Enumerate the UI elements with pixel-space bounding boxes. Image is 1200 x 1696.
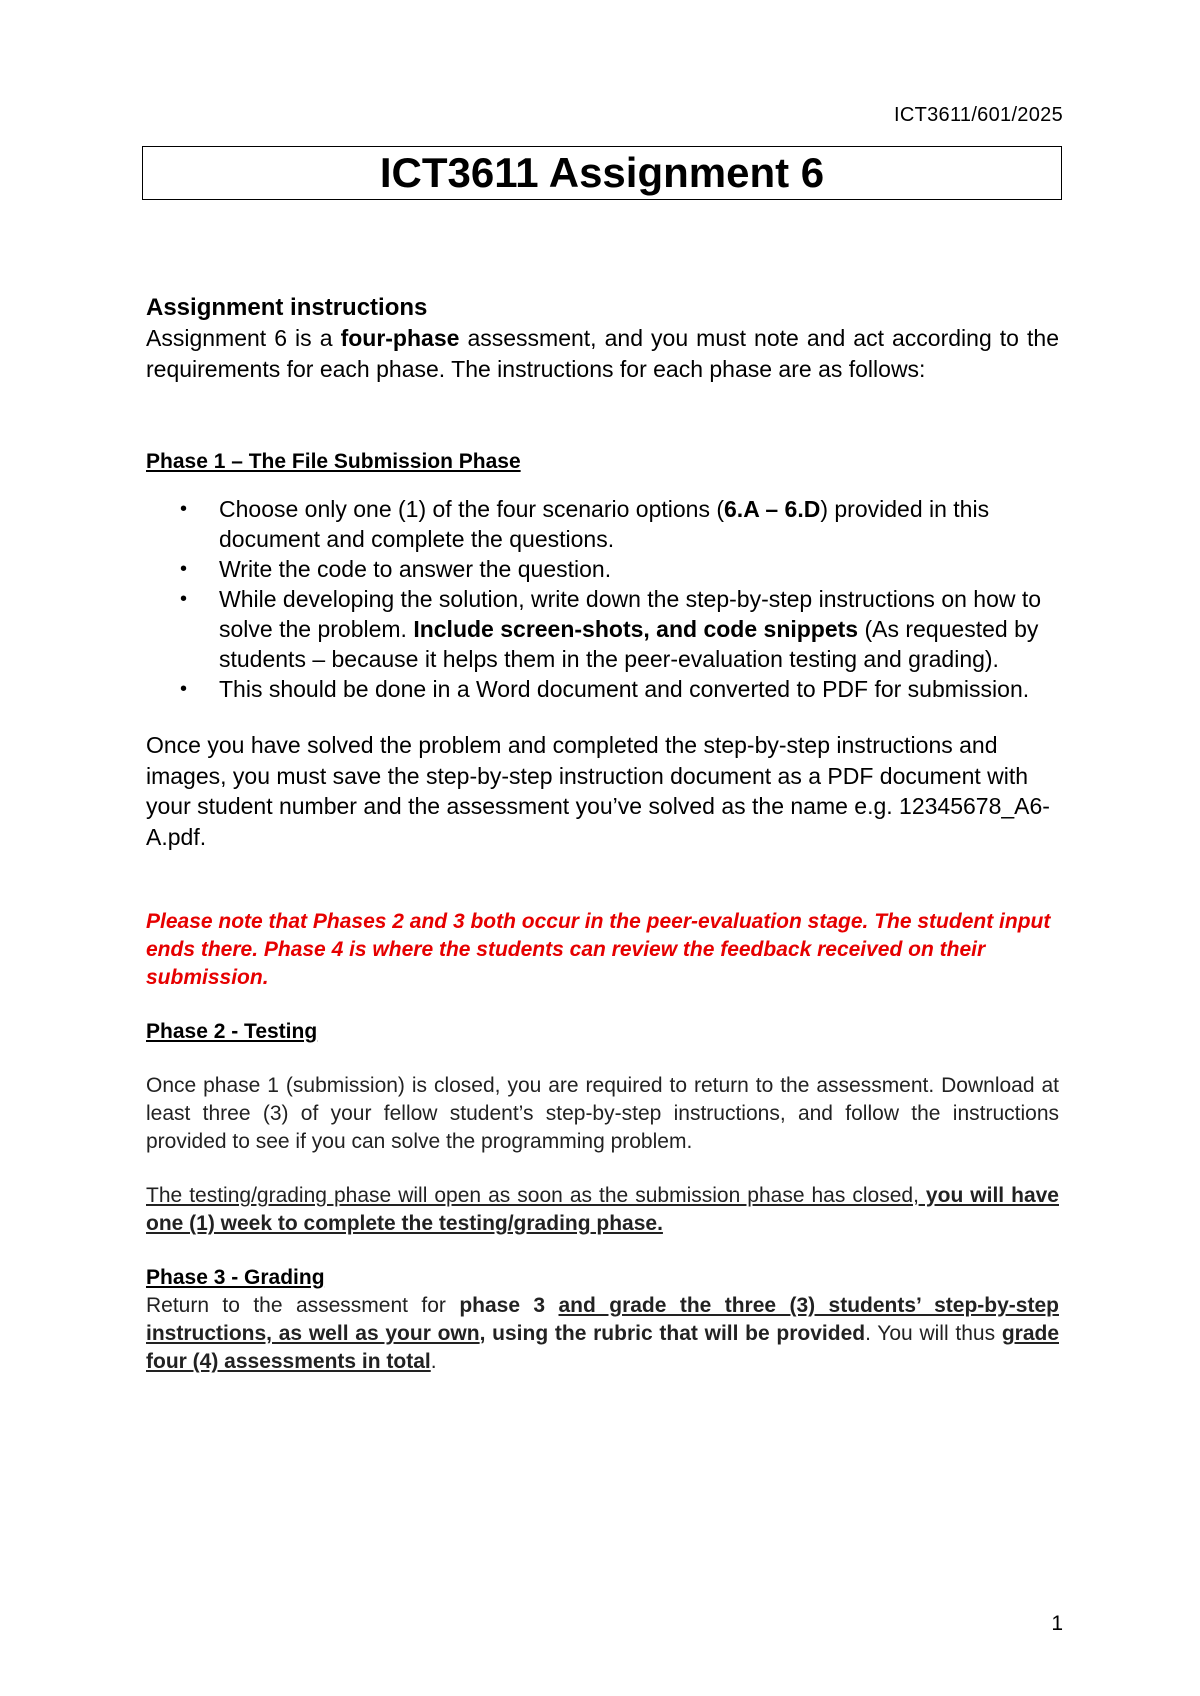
- phase2-title: Phase 2 - Testing: [146, 1020, 318, 1043]
- list-item: • Choose only one (1) of the four scenario options (6.A – 6.D) provided in this document and complete the questions.: [180, 496, 990, 552]
- document-body: [146, 293, 1059, 1376]
- list-item: • Write the code to answer the question.: [180, 556, 612, 582]
- page-title: ICT3611 Assignment 6: [379, 149, 825, 196]
- bullet-icon: •: [180, 678, 188, 700]
- list-item: • This should be done in a Word document and converted to PDF for submission.: [180, 676, 1030, 702]
- phase1-closing-paragraph: Once you have solved the problem and completed the step-by-step instructions and images, you must save the step-by-step instruction document as a PDF document with your student number and the assessment you’ve solved as the name e.g. 12345678_A6-A.pdf.: [146, 732, 1050, 850]
- page-number: 1: [1051, 1612, 1063, 1635]
- bullet-icon: •: [180, 588, 188, 610]
- list-item: • While developing the solution, write down the step-by-step instructions on how to solve the problem. Include screen-shots, and code snippets (As requested by students – because it helps them in the peer-evaluation testing and grading).: [180, 586, 1042, 672]
- intro-paragraph: Assignment 6 is a four-phase assessment, and you must note and act according to the requirements for each phase. The instructions for each phase are as follows:: [146, 325, 1059, 382]
- bullet-icon: •: [180, 558, 188, 580]
- phase3-paragraph: Return to the assessment for phase 3 and grade the three (3) students’ step-by-step instructions, as well as your own, using the rubric that will be provided. You will thus grade four (4) assessments in total.: [146, 1294, 1059, 1373]
- document-code: ICT3611/601/2025: [894, 104, 1063, 126]
- phase1-bullet-list: [146, 494, 1059, 704]
- title-box: [142, 146, 1062, 200]
- phase1-title: Phase 1 – The File Submission Phase: [146, 450, 521, 473]
- section-heading: Assignment instructions: [146, 294, 428, 321]
- phase2-paragraph: Once phase 1 (submission) is closed, you are required to return to the assessment. Download at least three (3) of your fellow student’s step-by-step instructions, and follow the instructions provided to see if you can solve the programming problem.: [146, 1074, 1059, 1153]
- peer-evaluation-note: Please note that Phases 2 and 3 both occur in the peer-evaluation stage. The student input ends there. Phase 4 is where the students can review the feedback received on their submission.: [146, 910, 1051, 989]
- phase2-deadline-paragraph: The testing/grading phase will open as soon as the submission phase has closed, you will have one (1) week to complete the testing/grading phase.: [146, 1184, 1059, 1235]
- bullet-icon: •: [180, 498, 188, 520]
- phase3-title: Phase 3 - Grading: [146, 1266, 325, 1289]
